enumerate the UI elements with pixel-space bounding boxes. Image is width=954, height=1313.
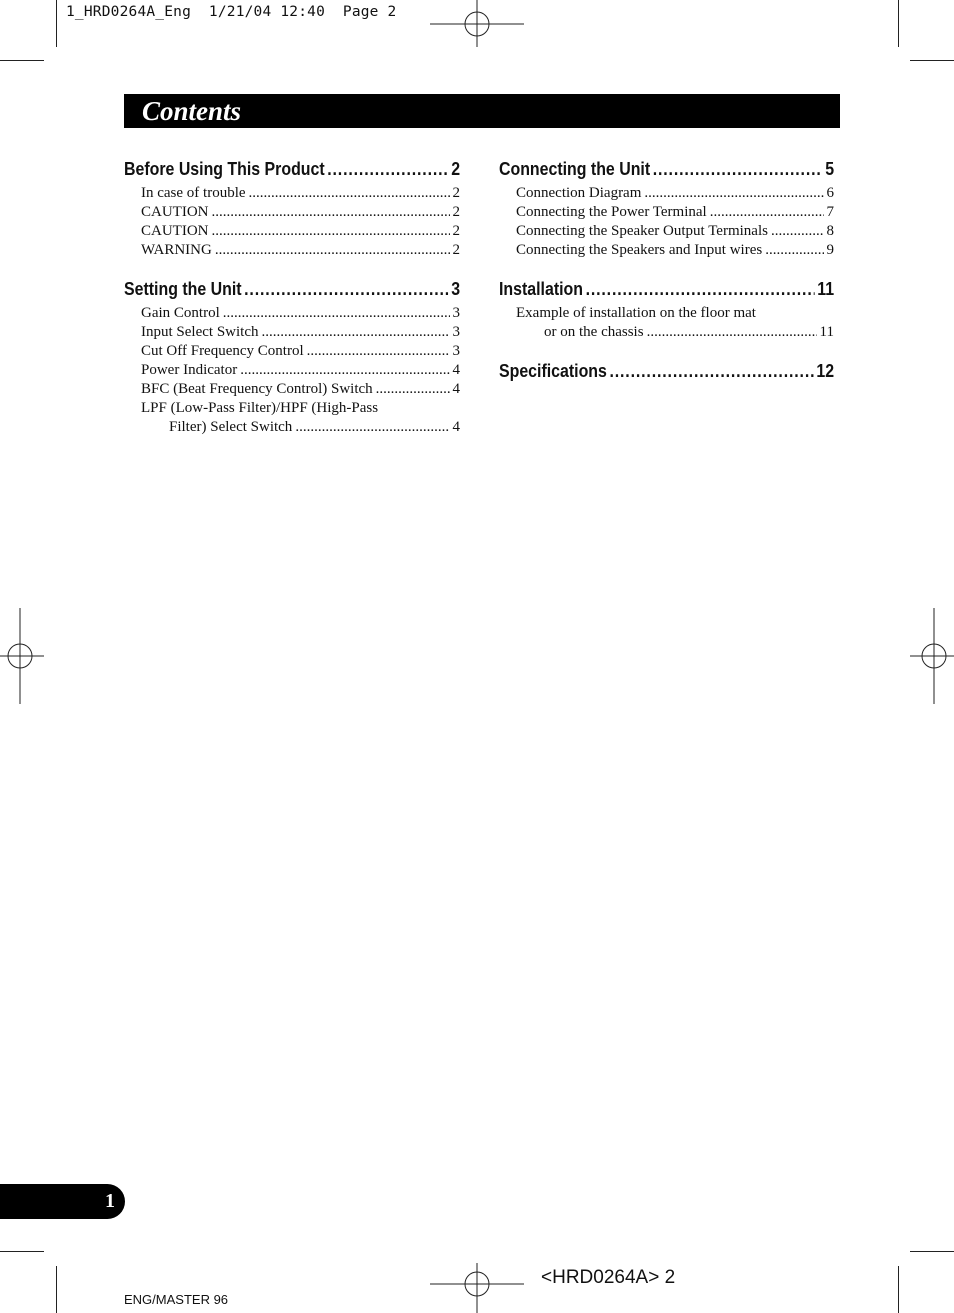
toc-entry[interactable]: Connecting the Power Terminal ..... 7 [499, 203, 834, 222]
slug-page: Page 2 [342, 4, 397, 20]
toc-section-setting-the-unit [124, 278, 460, 437]
page-number: 1 [105, 1190, 115, 1212]
slug-file: 1_HRD0264A_Eng [66, 4, 192, 20]
toc-right-column [499, 158, 834, 400]
toc-heading[interactable]: Installation ..... 11 [499, 278, 834, 300]
toc-entry[interactable]: In case of trouble ..... 2 [124, 184, 460, 203]
toc-heading[interactable]: Setting the Unit ..... 3 [124, 278, 460, 300]
toc-entry[interactable]: Gain Control ..... 3 [124, 304, 460, 323]
toc-entry[interactable]: WARNING ..... 2 [124, 241, 460, 260]
slug-date: 1/21/04 [208, 4, 272, 20]
toc-entry-continued[interactable]: or on the chassis ..... 11 [499, 323, 834, 342]
toc-entry[interactable]: Connecting the Speakers and Input wires ..... 9 [499, 241, 834, 260]
slug-time: 12:40 [280, 4, 326, 20]
title-bar [124, 94, 840, 128]
toc-section-before-using [124, 158, 460, 260]
toc-entry[interactable]: Connecting the Speaker Output Terminals ..... 8 [499, 222, 834, 241]
toc-entry-continued[interactable]: Filter) Select Switch ..... 4 [124, 418, 460, 437]
toc-entry[interactable]: BFC (Beat Frequency Control) Switch ..... 4 [124, 380, 460, 399]
toc-entry[interactable]: Cut Off Frequency Control ..... 3 [124, 342, 460, 361]
toc-entry[interactable]: Example of installation on the floor mat [516, 305, 756, 321]
toc-entry[interactable]: CAUTION ..... 2 [124, 203, 460, 222]
toc-section-installation [499, 278, 834, 342]
toc-entry[interactable]: LPF (Low-Pass Filter)/HPF (High-Pass [141, 400, 379, 416]
page-number-badge [0, 1184, 125, 1219]
footer-doc-code: <HRD0264A> 2 [541, 1267, 676, 1288]
toc-heading[interactable]: Connecting the Unit ..... 5 [499, 158, 834, 180]
toc-heading[interactable]: Before Using This Product ..... 2 [124, 158, 460, 180]
footer-master-label: ENG/MASTER 96 [124, 1292, 229, 1307]
page-title: Contents [142, 96, 242, 126]
toc-entry[interactable]: CAUTION ..... 2 [124, 222, 460, 241]
toc-section-connecting [499, 158, 834, 260]
toc-entry[interactable]: Connection Diagram ..... 6 [499, 184, 834, 203]
toc-entry[interactable]: Power Indicator ..... 4 [124, 361, 460, 380]
toc-left-column [124, 158, 460, 455]
toc-heading[interactable]: Specifications ..... 12 [499, 360, 834, 382]
toc-entry[interactable]: Input Select Switch ..... 3 [124, 323, 460, 342]
toc-section-specifications [499, 360, 834, 382]
